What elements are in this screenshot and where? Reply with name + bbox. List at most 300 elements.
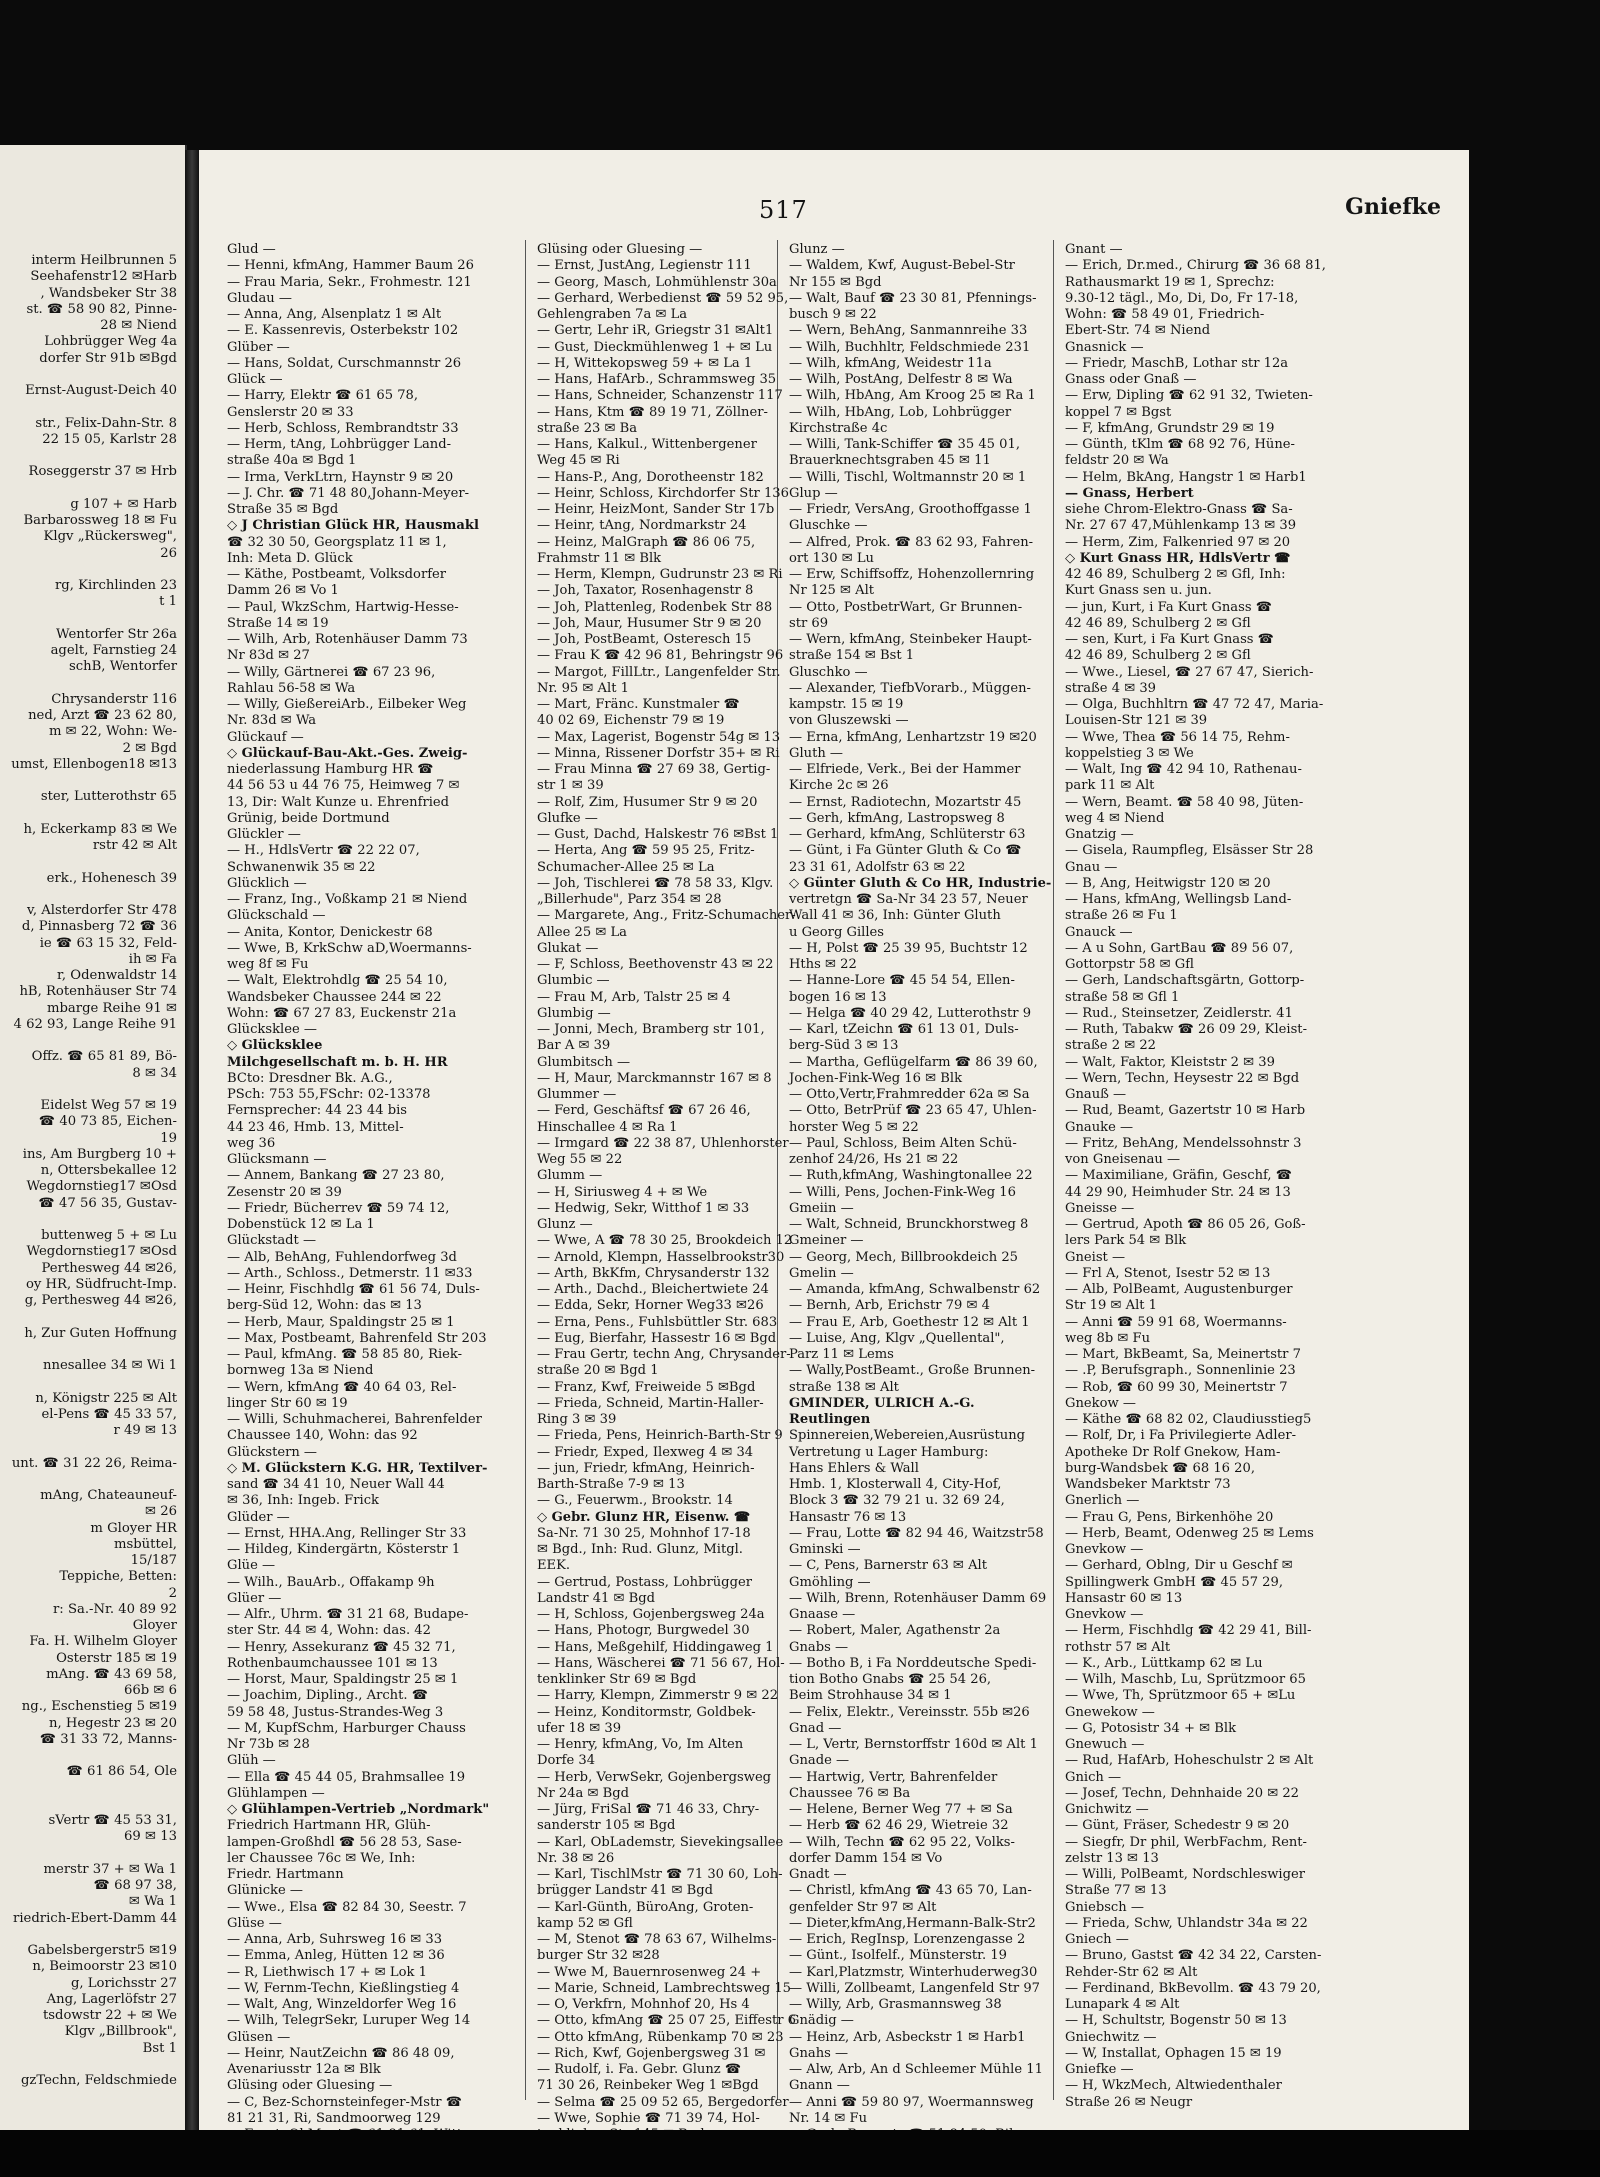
directory-entry-line: ◇ Glückauf-Bau-Akt.-Ges. Zweig- xyxy=(227,745,468,761)
directory-entry-line: — Martha, Geflügelfarm ☎ 86 39 60, xyxy=(789,1054,1038,1070)
directory-entry-line: straße 26 ✉ Fu 1 xyxy=(1065,908,1178,924)
directory-entry-line: — Heinr, HeizMont, Sander Str 17b xyxy=(537,502,775,517)
left-page-line xyxy=(0,399,177,415)
directory-entry-line: — Ruth, Tabakw ☎ 26 09 29, Kleist- xyxy=(1065,1022,1307,1037)
directory-entry-line: — B, Ang, Heitwigstr 120 ✉ 20 xyxy=(1065,875,1271,891)
directory-entry-line: Inh: Meta D. Glück xyxy=(227,550,353,566)
left-page-line xyxy=(0,1212,177,1228)
directory-entry-line: — Alfr., Uhrm. ☎ 31 21 68, Budape- xyxy=(227,1607,469,1622)
left-page-line: Fa. H. Wilhelm Gloyer xyxy=(29,1634,177,1650)
directory-entry-line: Hans Ehlers & Wall xyxy=(789,1460,919,1476)
directory-entry-line: — Hartwig, Vertr, Bahrenfelder xyxy=(789,1769,998,1785)
directory-entry-line: — Hans, Schneider, Schanzenstr 117 xyxy=(537,388,783,404)
directory-entry-line: — F, kfmAng, Grundstr 29 ✉ 19 xyxy=(1065,420,1275,436)
directory-entry-line: Gneisse — xyxy=(1065,1200,1135,1216)
left-page-line: Gabelsbergerstr5 ✉19 xyxy=(27,1943,177,1958)
directory-entry-line: Gnad — xyxy=(789,1720,842,1736)
directory-entry-line: — Frau Minna ☎ 27 69 38, Gertig- xyxy=(537,762,771,777)
directory-entry-line: brügger Landstr 41 ✉ Bgd xyxy=(537,1883,714,1899)
directory-entry-line: Ebert-Str. 74 ✉ Niend xyxy=(1065,323,1211,339)
left-page-line: ie ☎ 63 15 32, Feld- xyxy=(39,935,177,951)
directory-entry-line: von Gneisenau — xyxy=(1065,1152,1181,1167)
directory-entry-line: — Georg, Mech, Billbrookdeich 25 xyxy=(789,1249,1018,1265)
directory-entry-line: — Anita, Kontor, Denickestr 68 xyxy=(227,924,433,940)
directory-entry-line: Schumacher-Allee 25 ✉ La xyxy=(537,859,715,875)
directory-entry-line: Glumbig — xyxy=(537,1005,611,1021)
directory-entry-line: — Horst, Maur, Spaldingstr 25 ✉ 1 xyxy=(227,1672,459,1687)
directory-entry-line: — Amanda, kfmAng, Schwalbenstr 62 xyxy=(789,1282,1041,1297)
directory-entry-line: — Rudolf, i. Fa. Gebr. Glunz ☎ xyxy=(537,2062,742,2077)
directory-entry-line: — Erna, Pens., Fuhlsbüttler Str. 683 xyxy=(537,1314,778,1330)
left-page-line xyxy=(0,2057,177,2073)
directory-entry-line: — Hans, Soldat, Curschmannstr 26 xyxy=(227,355,462,371)
left-page-line xyxy=(0,1342,177,1358)
directory-entry-line: straße 154 ✉ Bst 1 xyxy=(789,648,915,664)
directory-entry-line: Gnauke — xyxy=(1065,1119,1134,1135)
left-page-line: 2 xyxy=(168,1585,177,1601)
running-head: Gniefke xyxy=(1345,194,1441,220)
directory-entry-line: Wohn: ☎ 58 49 01, Friedrich- xyxy=(1065,307,1265,322)
directory-entry-line: Gnädig — xyxy=(789,2013,854,2029)
directory-entry-line: — Herm, Zim, Falkenried 97 ✉ 20 xyxy=(1065,534,1291,550)
directory-entry-line: — Henry, Assekuranz ☎ 45 32 71, xyxy=(227,1639,456,1655)
directory-column-1 xyxy=(227,242,527,2126)
left-page-line xyxy=(0,1748,177,1764)
directory-entry-line: BCto: Dresdner Bk. A.G., xyxy=(227,1070,393,1086)
directory-entry-line: Glüh — xyxy=(227,1753,276,1769)
directory-entry-line: ✉ 36, Inh: Ingeb. Frick xyxy=(227,1493,379,1509)
directory-entry-line: — Frau Maria, Sekr., Frohmestr. 121 xyxy=(227,274,472,290)
directory-entry-line: — Heinz, MalGraph ☎ 86 06 75, xyxy=(537,534,756,550)
directory-entry-line: — Luise, Ang, Klgv „Quellental", xyxy=(789,1330,1005,1346)
directory-entry-line: 9.30-12 tägl., Mo, Di, Do, Fr 17-18, xyxy=(1065,290,1299,306)
left-page-line: n, Ottersbekallee 12 xyxy=(40,1163,177,1178)
directory-entry-line: — Friedr, VersAng, Groothoffgasse 1 xyxy=(789,502,1032,517)
directory-entry-line: — Willi, Schuhmacherei, Bahrenfelder xyxy=(227,1412,482,1427)
directory-entry-line: Nr. 27 67 47,Mühlenkamp 13 ✉ 39 xyxy=(1065,518,1297,534)
directory-entry-line: Beim Strohhause 34 ✉ 1 xyxy=(789,1688,952,1704)
directory-entry-line: 81 21 31, Ri, Sandmoorweg 129 xyxy=(227,2110,441,2126)
directory-entry-line: tion Botho Gnabs ☎ 25 54 26, xyxy=(789,1672,992,1687)
directory-entry-line: busch 9 ✉ 22 xyxy=(789,307,877,322)
directory-entry-line: Kurt Gnass sen u. jun. xyxy=(1065,583,1212,599)
directory-entry-line: Glüsen — xyxy=(227,2029,291,2045)
directory-entry-line: Glühlampen — xyxy=(227,1785,325,1801)
directory-entry-line: Glüsing oder Gluesing — xyxy=(227,2078,393,2094)
left-page-line: Wegdornstieg17 ✉Osd xyxy=(26,1179,177,1195)
directory-entry-line: feldstr 20 ✉ Wa xyxy=(1065,453,1169,469)
directory-entry-line: — Willy, Arb, Grasmannsweg 38 xyxy=(789,1997,1002,2012)
left-page-line: Gloyer xyxy=(132,1618,177,1633)
directory-entry-line: — Emma, Anleg, Hütten 12 ✉ 36 xyxy=(227,1948,445,1964)
directory-entry-line: Wandsbeker Chaussee 244 ✉ 22 xyxy=(227,989,442,1005)
directory-entry-line: Glukat — xyxy=(537,940,599,956)
directory-entry-line: Zesenstr 20 ✉ 39 xyxy=(227,1184,342,1200)
directory-entry-line: — Hans, kfmAng, Wellingsb Land- xyxy=(1065,892,1292,907)
directory-entry-line: linger Str 60 ✉ 19 xyxy=(227,1395,348,1411)
directory-entry-line: — Alb, PolBeamt, Augustenburger xyxy=(1065,1282,1293,1297)
left-page-line: ned, Arzt ☎ 23 62 80, xyxy=(28,708,177,723)
scan-background xyxy=(1469,150,1600,2130)
directory-entry-line: Parz 11 ✉ Lems xyxy=(789,1347,894,1362)
left-page-line: Klgv „Rückersweg", xyxy=(43,529,177,545)
directory-entry-line: weg 36 xyxy=(227,1135,276,1151)
directory-entry-line: Nr 83d ✉ 27 xyxy=(227,648,310,664)
directory-entry-line: — Wern, kfmAng ☎ 40 64 03, Rel- xyxy=(227,1379,457,1395)
directory-entry-line: — Olga, Buchhltrn ☎ 47 72 47, Maria- xyxy=(1065,697,1324,712)
directory-entry-line: — Rud, Beamt, Gazertstr 10 ✉ Harb xyxy=(1065,1103,1306,1119)
left-page-line: n, Königstr 225 ✉ Alt xyxy=(35,1390,177,1406)
directory-entry-line: — Karl, tZeichn ☎ 61 13 01, Duls- xyxy=(789,1022,1019,1037)
left-page-line: Offz. ☎ 65 81 89, Bö- xyxy=(31,1049,177,1065)
directory-entry-line: straße 2 ✉ 22 xyxy=(1065,1038,1156,1054)
directory-entry-line: Nr. 95 ✉ Alt 1 xyxy=(537,680,629,696)
left-page-line: ih ✉ Fa xyxy=(128,951,177,967)
directory-entry-line: — Wilh, Techn ☎ 62 95 22, Volks- xyxy=(789,1834,1015,1850)
directory-entry-line: — Helm, BkAng, Hangstr 1 ✉ Harb1 xyxy=(1065,469,1307,485)
directory-entry-line: — .P, Berufsgraph., Sonnenlinie 23 xyxy=(1065,1363,1296,1379)
left-page-line: n, Hegestr 23 ✉ 20 xyxy=(49,1715,177,1731)
directory-entry-line: Glumbitsch — xyxy=(537,1054,631,1070)
directory-entry-line: — Hans, HafArb., Schrammsweg 35 xyxy=(537,372,777,387)
directory-entry-line: — Ferd, Geschäftsf ☎ 67 26 46, xyxy=(537,1103,751,1119)
directory-entry-line: Glückschald — xyxy=(227,908,326,924)
directory-entry-line: straße 138 ✉ Alt xyxy=(789,1379,899,1395)
directory-entry-line: Fernsprecher: 44 23 44 bis xyxy=(227,1103,408,1119)
directory-entry-line: Brauerknechtsgraben 45 ✉ 11 xyxy=(789,453,991,469)
directory-entry-line: Gnau — xyxy=(1065,859,1118,875)
directory-entry-line: — L, Vertr, Bernstorffstr 160d ✉ Alt 1 xyxy=(789,1737,1038,1752)
directory-column-3 xyxy=(789,242,1089,2126)
directory-entry-line: — Gerhard, kfmAng, Schlüterstr 63 xyxy=(789,827,1026,842)
directory-entry-line: zelstr 13 ✉ 13 xyxy=(1065,1850,1159,1866)
directory-entry-line: berg-Süd 3 ✉ 13 xyxy=(789,1038,899,1054)
directory-entry-line: Apotheke Dr Rolf Gnekow, Ham- xyxy=(1065,1444,1281,1460)
directory-entry-line: — Arth, BkKfm, Chrysanderstr 132 xyxy=(537,1265,770,1281)
directory-entry-line: Gottorpstr 58 ✉ Gfl xyxy=(1065,957,1194,972)
directory-entry-line: Glüse — xyxy=(227,1915,282,1931)
directory-entry-line: — Otto, kfmAng ☎ 25 07 25, Eiffestr 6 xyxy=(537,2013,796,2029)
directory-entry-line: — Max, Postbeamt, Bahrenfeld Str 203 xyxy=(227,1330,487,1346)
left-page-line: Eidelst Weg 57 ✉ 19 xyxy=(40,1098,177,1113)
directory-entry-line: Glumbic — xyxy=(537,973,610,989)
directory-entry-line: Sa-Nr. 71 30 25, Mohnhof 17-18 xyxy=(537,1525,751,1541)
left-page-line: 26 xyxy=(160,545,177,561)
directory-entry-line: Bar A ✉ 39 xyxy=(537,1038,611,1054)
left-page-line xyxy=(0,1082,177,1098)
directory-entry-line: — Herta, Ang ☎ 59 95 25, Fritz- xyxy=(537,843,755,859)
left-page-line: 28 ✉ Niend xyxy=(100,318,177,333)
directory-entry-line: — Arth., Dachd., Bleichertwiete 24 xyxy=(537,1282,769,1297)
directory-entry-line: ◇ J Christian Glück HR, Hausmakl xyxy=(227,518,479,534)
directory-entry-line: — Ernst, JustAng, Legienstr 111 xyxy=(537,258,752,274)
directory-entry-line: — Hans-P., Ang, Dorotheenstr 182 xyxy=(537,469,764,485)
directory-entry-line: sanderstr 105 ✉ Bgd xyxy=(537,1818,676,1834)
directory-entry-line: — Heinz, Konditormstr, Goldbek- xyxy=(537,1704,756,1720)
directory-entry-line: Spinnereien,Webereien,Ausrüstung xyxy=(789,1428,1026,1444)
directory-entry-line: Glud — xyxy=(227,242,276,257)
directory-entry-line: Schwanenwik 35 ✉ 22 xyxy=(227,859,376,875)
left-page-line: ✉ Wa 1 xyxy=(128,1894,177,1910)
left-page-line: Teppiche, Betten: xyxy=(59,1569,177,1585)
directory-entry-line: — Heinr, Schloss, Kirchdorfer Str 136 xyxy=(537,485,789,501)
left-page-line: oy HR, Südfrucht-Imp. xyxy=(25,1276,177,1292)
directory-entry-line: Hansastr 76 ✉ 13 xyxy=(789,1509,907,1525)
directory-entry-line: ◇ Kurt Gnass HR, HdlsVertr ☎ xyxy=(1065,550,1291,566)
directory-entry-line: Glücksklee — xyxy=(227,1022,317,1037)
left-page-line: 4 62 93, Lange Reihe 91 xyxy=(13,1016,177,1032)
directory-entry-line: — Georg, Masch, Lohmühlenstr 30a xyxy=(537,274,777,290)
left-page-line: d, Pinnasberg 72 ☎ 36 xyxy=(21,919,177,935)
directory-entry-line: — Günth, tKlm ☎ 68 92 76, Hüne- xyxy=(1065,437,1295,452)
directory-entry-line: Nr 125 ✉ Alt xyxy=(789,583,875,599)
directory-entry-line: Gluth — xyxy=(789,745,844,761)
left-page-line: schB, Wentorfer xyxy=(68,659,177,675)
directory-entry-line: Gmelin — xyxy=(789,1265,854,1281)
directory-entry-line: Reutlingen xyxy=(789,1412,871,1427)
directory-entry-line: kampstr. 15 ✉ 19 xyxy=(789,697,904,712)
directory-entry-line: — Maximiliane, Gräfin, Geschf, ☎ xyxy=(1065,1168,1293,1184)
left-page-line xyxy=(0,1439,177,1455)
directory-entry-line: Gluschke — xyxy=(789,518,868,534)
left-page-line xyxy=(0,1472,177,1488)
directory-entry-line: — R, Liethwisch 17 + ✉ Lok 1 xyxy=(227,1964,427,1980)
directory-entry-line: „Billerhude", Parz 354 ✉ 28 xyxy=(537,892,722,907)
directory-page xyxy=(199,150,1469,2130)
left-page-line: Perthesweg 44 ✉26, xyxy=(41,1260,177,1276)
directory-entry-line: — Heinr, NautZeichn ☎ 86 48 09, xyxy=(227,2045,455,2061)
directory-entry-line: 71 30 26, Reinbeker Weg 1 ✉Bgd xyxy=(537,2078,759,2094)
directory-entry-line: — Harry, Elektr ☎ 61 65 78, xyxy=(227,388,419,404)
directory-entry-line: — Walt, Schneid, Brunckhorstweg 8 xyxy=(789,1217,1029,1232)
directory-entry-line: Gniebsch — xyxy=(1065,1899,1144,1915)
directory-entry-line: — Joh, PostBeamt, Osteresch 15 xyxy=(537,632,752,647)
directory-entry-line: Vertretung u Lager Hamburg: xyxy=(789,1444,989,1460)
directory-entry-line: — Elfriede, Verk., Bei der Hammer xyxy=(789,762,1021,777)
directory-entry-line: — Jonni, Mech, Bramberg str 101, xyxy=(537,1022,765,1037)
left-page-line: dorfer Str 91b ✉Bgd xyxy=(39,350,177,366)
directory-entry-line: Glückstadt — xyxy=(227,1233,317,1249)
directory-entry-line: Glunz — xyxy=(789,242,845,257)
left-page-line: st. ☎ 58 90 82, Pinne- xyxy=(26,301,177,317)
directory-entry-line: — Wilh., BauArb., Offakamp 9h xyxy=(227,1574,435,1590)
directory-entry-line: Glumm — xyxy=(537,1168,603,1184)
directory-entry-line: str 69 xyxy=(789,615,829,631)
directory-entry-line: — Wilh, TelegrSekr, Luruper Weg 14 xyxy=(227,2013,471,2029)
directory-entry-line: — Frieda, Pens, Heinrich-Barth-Str 9 xyxy=(537,1428,783,1444)
left-page-line xyxy=(0,773,177,789)
left-page-line: Ang, Lagerlöfstr 27 xyxy=(46,1991,177,2007)
directory-entry-line: — Wwe., Liesel, ☎ 27 67 47, Sierich- xyxy=(1065,664,1314,680)
directory-entry-line: straße 20 ✉ Bgd 1 xyxy=(537,1363,659,1379)
directory-entry-line: — Käthe ☎ 68 82 02, Claudiusstieg5 xyxy=(1065,1412,1312,1427)
directory-entry-line: — Hans, Wäscherei ☎ 71 56 67, Hol- xyxy=(537,1655,785,1671)
directory-entry-line: siehe Chrom-Elektro-Gnass ☎ Sa- xyxy=(1065,502,1293,517)
directory-entry-line: Glück — xyxy=(227,372,283,387)
directory-entry-line: bogen 16 ✉ 13 xyxy=(789,989,887,1005)
directory-entry-line: Gludau — xyxy=(227,290,292,306)
directory-entry-line: — Gust, Dachd, Halskestr 76 ✉Bst 1 xyxy=(537,827,779,842)
directory-entry-line: Glücklich — xyxy=(227,875,307,891)
directory-entry-line: Damm 26 ✉ Vo 1 xyxy=(227,583,339,599)
directory-entry-line: — Friedr, Bücherrev ☎ 59 74 12, xyxy=(227,1200,450,1216)
left-page-line: umst, Ellenbogen18 ✉13 xyxy=(11,756,177,772)
directory-entry-line: Lunapark 4 ✉ Alt xyxy=(1065,1997,1180,2012)
left-page-line: 2 ✉ Bgd xyxy=(122,740,177,756)
directory-entry-line: — Joh, Taxator, Rosenhagenstr 8 xyxy=(537,583,754,599)
directory-entry-line: — Rich, Kwf, Gojenbergsweg 31 ✉ xyxy=(537,2045,766,2061)
directory-entry-line: — Erich, Dr.med., Chirurg ☎ 36 68 81, xyxy=(1065,258,1326,274)
directory-entry-line: — H., HdlsVertr ☎ 22 22 07, xyxy=(227,843,420,859)
left-page-line: mAng, Chateauneuf- xyxy=(40,1488,177,1503)
directory-entry-line: rothstr 57 ✉ Alt xyxy=(1065,1639,1171,1655)
directory-entry-line: Gnann — xyxy=(789,2078,850,2094)
left-page-line xyxy=(0,854,177,870)
directory-entry-line: — Max, Lagerist, Bogenstr 54g ✉ 13 xyxy=(537,729,781,745)
left-page-line: agelt, Farnstieg 24 xyxy=(50,643,177,658)
directory-entry-line: — Felix, Elektr., Vereinsstr. 55b ✉26 xyxy=(789,1704,1030,1720)
left-page-line xyxy=(0,887,177,903)
directory-entry-line: Dobenstück 12 ✉ La 1 xyxy=(227,1217,375,1232)
directory-entry-line: — Henni, kfmAng, Hammer Baum 26 xyxy=(227,258,474,274)
left-page-line xyxy=(0,1781,177,1797)
left-page-line: nnesallee 34 ✉ Wi 1 xyxy=(43,1358,177,1373)
left-page-line: n, Beimoorstr 23 ✉10 xyxy=(32,1959,177,1975)
directory-entry-line: — Selma ☎ 25 09 52 65, Bergedorfer xyxy=(537,2094,789,2110)
left-page-line: rstr 42 ✉ Alt xyxy=(92,838,177,853)
left-page-line: , Wandsbeker Str 38 xyxy=(40,285,177,301)
directory-entry-line: Kirche 2c ✉ 26 xyxy=(789,778,889,794)
directory-entry-line: — Willi, Tischl, Woltmannstr 20 ✉ 1 xyxy=(789,469,1027,485)
directory-entry-line: — G, Potosistr 34 + ✉ Blk xyxy=(1065,1720,1237,1736)
directory-entry-line: — Edda, Sekr, Horner Weg33 ✉26 xyxy=(537,1298,764,1314)
directory-entry-line: Genslerstr 20 ✉ 33 xyxy=(227,404,354,420)
directory-entry-line: — sen, Kurt, i Fa Kurt Gnass ☎ xyxy=(1065,632,1274,647)
directory-entry-line: — H, Siriusweg 4 + ✉ We xyxy=(537,1184,708,1200)
directory-entry-line: ufer 18 ✉ 39 xyxy=(537,1720,622,1736)
directory-entry-line: — Botho B, i Fa Norddeutsche Spedi- xyxy=(789,1655,1037,1671)
directory-entry-line: — Käthe, Postbeamt, Volksdorfer xyxy=(227,567,447,582)
directory-entry-line: — Hedwig, Sekr, Witthof 1 ✉ 33 xyxy=(537,1200,750,1216)
left-page-line: h, Zur Guten Hoffnung xyxy=(24,1325,177,1341)
directory-entry-line: dorfer Damm 154 ✉ Vo xyxy=(789,1850,943,1866)
directory-entry-line: — C, Bez-Schornsteinfeger-Mstr ☎ xyxy=(227,2094,463,2110)
directory-entry-line: vertretgn ☎ Sa-Nr 34 23 57, Neuer xyxy=(789,892,1028,907)
directory-entry-line: — Erw, Schiffsoffz, Hohenzollernring xyxy=(789,567,1035,582)
directory-entry-line: — Paul, kfmAng. ☎ 58 85 80, Riek- xyxy=(227,1347,463,1362)
directory-entry-line: Rehder-Str 62 ✉ Alt xyxy=(1065,1964,1198,1980)
directory-entry-line: — Walt, Faktor, Kleiststr 2 ✉ 39 xyxy=(1065,1054,1275,1070)
directory-entry-line: — Gerhard, Oblng, Dir u Geschf ✉ xyxy=(1065,1558,1293,1574)
directory-entry-line: — Annem, Bankang ☎ 27 23 80, xyxy=(227,1168,445,1184)
directory-entry-line: kamp 52 ✉ Gfl xyxy=(537,1915,633,1931)
directory-entry-line: — Heinr, tAng, Nordmarkstr 24 xyxy=(537,518,747,534)
left-page-line: 22 15 05, Karlstr 28 xyxy=(42,431,177,447)
directory-entry-line: — Frau M, Arb, Talstr 25 ✉ 4 xyxy=(537,989,731,1005)
directory-entry-line: — W, Fernm-Techn, Kießlingstieg 4 xyxy=(227,1980,460,1996)
directory-entry-line: — Hans, Photogr, Burgwedel 30 xyxy=(537,1623,750,1639)
directory-entry-line: Gnevkow — xyxy=(1065,1607,1144,1622)
directory-entry-line: straße 23 ✉ Ba xyxy=(537,420,638,436)
directory-entry-line: 44 29 90, Heimhuder Str. 24 ✉ 13 xyxy=(1065,1184,1291,1200)
directory-entry-line: — M, KupfSchm, Harburger Chauss xyxy=(227,1720,466,1736)
directory-entry-line: — Helene, Berner Weg 77 + ✉ Sa xyxy=(789,1802,1013,1817)
left-page-line: interm Heilbrunnen 5 xyxy=(31,253,177,268)
left-page-line: Roseggerstr 37 ✉ Hrb xyxy=(28,464,177,480)
directory-entry-line: Nr 73b ✉ 28 xyxy=(227,1737,310,1752)
directory-entry-line: — Wwe., Elsa ☎ 82 84 30, Seestr. 7 xyxy=(227,1899,467,1915)
directory-entry-line: — Gertr, Lehr iR, Griegstr 31 ✉Alt1 xyxy=(537,323,774,339)
directory-entry-line: — Margarete, Ang., Fritz-Schumacher- xyxy=(537,908,796,924)
directory-entry-line: weg 8b ✉ Fu xyxy=(1065,1330,1151,1346)
directory-entry-line: EEK. xyxy=(537,1558,571,1574)
directory-entry-line: — Joachim, Dipling., Archt. ☎ xyxy=(227,1688,429,1704)
directory-entry-line: — Wilh, HbAng, Am Kroog 25 ✉ Ra 1 xyxy=(789,388,1036,404)
directory-entry-line: Rahlau 56-58 ✉ Wa xyxy=(227,680,356,696)
left-page-line xyxy=(0,1846,177,1862)
directory-entry-line: Gminski — xyxy=(789,1542,861,1557)
directory-entry-line: ◇ Glücksklee xyxy=(227,1038,323,1054)
left-page-line: Osterstr 185 ✉ 19 xyxy=(56,1650,177,1666)
directory-entry-line: — Christl, kfmAng ☎ 43 65 70, Lan- xyxy=(789,1883,1032,1899)
directory-entry-line: — Willi, Tank-Schiffer ☎ 35 45 01, xyxy=(789,437,1020,452)
directory-entry-line: — Ernst, Radiotechn, Mozartstr 45 xyxy=(789,794,1022,810)
directory-entry-line: Friedrich Hartmann HR, Glüh- xyxy=(227,1818,431,1834)
directory-entry-line: — Walt, Elektrohdlg ☎ 25 54 10, xyxy=(227,973,448,989)
directory-entry-line: 44 23 46, Hmb. 13, Mittel- xyxy=(227,1119,404,1135)
directory-entry-line: — Wilh, Maschb, Lu, Sprützmoor 65 xyxy=(1065,1672,1306,1687)
directory-entry-line: Glüder — xyxy=(227,1509,290,1525)
directory-entry-line: — Ella ☎ 45 44 05, Brahmsallee 19 xyxy=(227,1769,466,1785)
directory-entry-line: Rathausmarkt 19 ✉ 1, Sprechz: xyxy=(1065,274,1275,290)
directory-entry-line: lampen-Großhdl ☎ 56 28 53, Sase- xyxy=(227,1834,462,1850)
directory-entry-line: — Arnold, Klempn, Hasselbrookstr30 xyxy=(537,1249,785,1265)
directory-entry-line: — Wern, Techn, Heysestr 22 ✉ Bgd xyxy=(1065,1070,1300,1086)
directory-entry-line: — Friedr, Exped, Ilexweg 4 ✉ 34 xyxy=(537,1444,754,1460)
left-page-line: ☎ 31 33 72, Manns- xyxy=(39,1731,177,1747)
directory-entry-line: Glücksmann — xyxy=(227,1152,327,1167)
directory-entry-line: — Waldem, Kwf, August-Bebel-Str xyxy=(789,258,1015,274)
directory-entry-line: — Eug, Bierfahr, Hassestr 16 ✉ Bgd xyxy=(537,1330,777,1346)
directory-entry-line: Gniech — xyxy=(1065,1932,1129,1947)
directory-entry-line: Glünicke — xyxy=(227,1883,303,1899)
directory-entry-line: — Rolf, Zim, Husumer Str 9 ✉ 20 xyxy=(537,794,758,810)
directory-entry-line: Grünig, beide Dortmund xyxy=(227,810,390,826)
directory-entry-line: — Joh, Tischlerei ☎ 78 58 33, Klgv. xyxy=(537,875,774,891)
directory-entry-line: — Herb, Beamt, Odenweg 25 ✉ Lems xyxy=(1065,1525,1314,1541)
directory-entry-line: Gniechwitz — xyxy=(1065,2029,1157,2045)
directory-entry-line: Glüe — xyxy=(227,1558,276,1574)
directory-entry-line: 42 46 89, Schulberg 2 ✉ Gfl, Inh: xyxy=(1065,567,1286,582)
directory-entry-line: Landstr 41 ✉ Bgd xyxy=(537,1590,656,1606)
left-page-line: 69 ✉ 13 xyxy=(124,1829,177,1845)
left-page-line: r: Sa.-Nr. 40 89 92 xyxy=(53,1601,177,1617)
directory-entry-line: — Hildeg, Kindergärtn, Kösterstr 1 xyxy=(227,1542,461,1557)
directory-entry-line: — Franz, Ing., Voßkamp 21 ✉ Niend xyxy=(227,892,468,907)
left-page-line: el-Pens ☎ 45 33 57, xyxy=(41,1406,177,1422)
directory-entry-line: — Frieda, Schw, Uhlandstr 34a ✉ 22 xyxy=(1065,1915,1308,1931)
directory-entry-line: — Joh, Plattenleg, Rodenbek Str 88 xyxy=(537,599,773,615)
directory-entry-line: bornweg 13a ✉ Niend xyxy=(227,1363,374,1379)
directory-entry-line: — Wally,PostBeamt., Große Brunnen- xyxy=(789,1363,1036,1379)
directory-entry-line: — Irma, VerkLtrn, Haynstr 9 ✉ 20 xyxy=(227,469,454,485)
left-page-line: Wegdornstieg17 ✉Osd xyxy=(26,1244,177,1260)
directory-entry-line: Chaussee 76 ✉ Ba xyxy=(789,1785,911,1801)
directory-entry-line: von Gluszewski — xyxy=(789,713,909,729)
left-page-line: sVertr ☎ 45 53 31, xyxy=(48,1813,177,1828)
directory-entry-line: — Herm, Fischhdlg ☎ 42 29 41, Bill- xyxy=(1065,1623,1312,1639)
directory-entry-line: PSch: 753 55,FSchr: 02-13378 xyxy=(227,1087,431,1102)
